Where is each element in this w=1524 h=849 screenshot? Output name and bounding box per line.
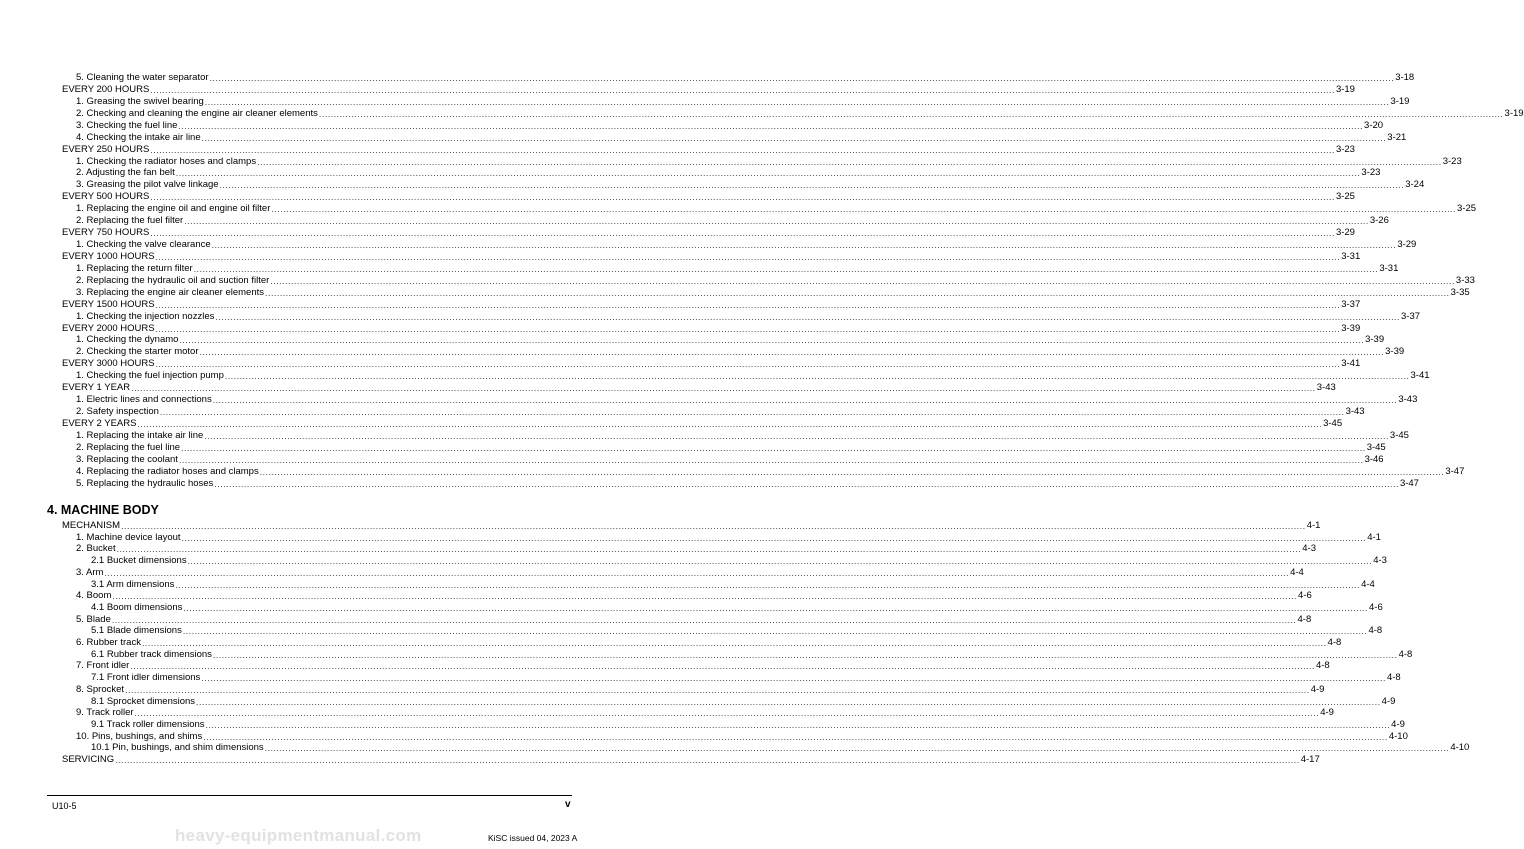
toc-entry[interactable] xyxy=(76,730,1408,743)
toc-entry[interactable] xyxy=(62,358,1361,370)
toc-entry-label: 1. Replacing the engine oil and engine oil filter xyxy=(76,203,271,215)
toc-entry[interactable] xyxy=(91,555,1387,567)
toc-entry[interactable] xyxy=(91,672,1401,684)
toc-entry-label: 4. Boom xyxy=(76,590,112,602)
toc-entry-label: EVERY 2 YEARS xyxy=(62,417,137,429)
toc-entry[interactable] xyxy=(76,334,1385,346)
toc-entry[interactable] xyxy=(76,131,1407,144)
toc-leader-dots: ................................................................................................................................................................................................................................................................................................................................................................................................................ xyxy=(199,347,1385,358)
toc-leader-dots: ................................................................................................................................................................................................................................................................................................................................................................................................................ xyxy=(204,430,1389,441)
toc-entry-page: 3-23 xyxy=(1442,155,1462,167)
toc-entry-page: 4-8 xyxy=(1315,660,1330,672)
toc-entry[interactable] xyxy=(76,566,1304,579)
toc-leader-dots: ................................................................................................................................................................................................................................................................................................................................................................................................................ xyxy=(179,335,1365,346)
toc-entry-label: 3. Replacing the engine air cleaner elements xyxy=(76,286,265,298)
toc-entry[interactable] xyxy=(91,648,1413,661)
toc-leader-dots: ................................................................................................................................................................................................................................................................................................................................................................................................................ xyxy=(131,383,1316,394)
toc-entry[interactable] xyxy=(76,155,1462,168)
toc-entry[interactable] xyxy=(76,346,1405,358)
toc-entry-page: 3-47 xyxy=(1445,465,1465,477)
toc-entry[interactable] xyxy=(62,191,1355,203)
toc-entry-label: 2. Replacing the fuel line xyxy=(76,441,181,453)
toc-entry-label: EVERY 1000 HOURS xyxy=(62,250,155,262)
toc-leader-dots: ................................................................................................................................................................................................................................................................................................................................................................................................................ xyxy=(155,323,1341,334)
toc-leader-dots: ................................................................................................................................................................................................................................................................................................................................................................................................................ xyxy=(257,156,1442,167)
toc-entry-label: MECHANISM xyxy=(62,520,121,531)
toc-entry-page: 3-47 xyxy=(1399,477,1419,489)
toc-entry-page: 4-9 xyxy=(1320,707,1334,719)
toc-leader-dots: ................................................................................................................................................................................................................................................................................................................................................................................................................ xyxy=(183,602,1368,613)
toc-entry-label: EVERY 3000 HOURS xyxy=(62,358,155,370)
toc-leader-dots: ................................................................................................................................................................................................................................................................................................................................................................................................................ xyxy=(224,371,1410,382)
toc-entry-label: 2. Safety inspection xyxy=(76,406,159,418)
toc-entry[interactable] xyxy=(62,298,1361,311)
toc-entry-label: EVERY 200 HOURS xyxy=(62,83,150,95)
toc-entry[interactable] xyxy=(91,742,1470,754)
toc-leader-dots: ................................................................................................................................................................................................................................................................................................................................................................................................................ xyxy=(181,532,1367,543)
toc-entry[interactable] xyxy=(62,322,1361,335)
toc-entry-label: 2.1 Bucket dimensions xyxy=(91,555,187,567)
toc-entry-label: 6.1 Rubber track dimensions xyxy=(91,648,212,660)
toc-leader-dots: ................................................................................................................................................................................................................................................................................................................................................................................................................ xyxy=(178,120,1364,131)
toc-entry-label: 2. Checking and cleaning the engine air cleaner elements xyxy=(76,107,318,119)
toc-entry-page: 3-25 xyxy=(1335,191,1355,203)
toc-entry[interactable] xyxy=(62,754,1320,766)
toc-leader-dots: ................................................................................................................................................................................................................................................................................................................................................................................................................ xyxy=(130,661,1315,672)
toc-entry[interactable] xyxy=(62,83,1355,96)
toc-entry[interactable] xyxy=(76,215,1389,227)
toc-entry-label: 1. Checking the injection nozzles xyxy=(76,310,215,322)
toc-entry[interactable] xyxy=(76,394,1418,406)
toc-entry-label: 2. Replacing the fuel filter xyxy=(76,215,184,227)
toc-entry-page: 4-9 xyxy=(1391,718,1405,730)
toc-entry-page: 4-3 xyxy=(1373,555,1387,567)
toc-leader-dots: ................................................................................................................................................................................................................................................................................................................................................................................................................ xyxy=(150,84,1335,95)
toc-entry[interactable] xyxy=(62,382,1336,394)
toc-entry-label: 3. Replacing the coolant xyxy=(76,453,178,465)
toc-leader-dots: ................................................................................................................................................................................................................................................................................................................................................................................................................ xyxy=(116,544,1302,555)
toc-entry-page: 3-45 xyxy=(1366,441,1386,453)
toc-leader-dots: ................................................................................................................................................................................................................................................................................................................................................................................................................ xyxy=(196,696,1381,707)
toc-entry[interactable] xyxy=(91,695,1396,708)
toc-entry[interactable] xyxy=(76,262,1399,275)
toc-entry-page: 3-37 xyxy=(1401,310,1421,322)
toc-leader-dots: ................................................................................................................................................................................................................................................................................................................................................................................................................ xyxy=(215,311,1400,322)
toc-entry-page: 3-43 xyxy=(1398,394,1418,406)
toc-entry-page: 4-9 xyxy=(1381,695,1396,707)
toc-entry[interactable] xyxy=(76,370,1430,382)
toc-entry-page: 3-19 xyxy=(1335,83,1355,95)
toc-entry[interactable] xyxy=(62,143,1355,156)
toc-entry[interactable] xyxy=(76,465,1465,478)
toc-entry-label: 2. Checking the starter motor xyxy=(76,346,199,358)
toc-leader-dots: ................................................................................................................................................................................................................................................................................................................................................................................................................ xyxy=(264,743,1450,754)
toc-leader-dots: ................................................................................................................................................................................................................................................................................................................................................................................................................ xyxy=(111,614,1297,625)
toc-entry-page: 3-45 xyxy=(1389,429,1409,441)
toc-leader-dots: ................................................................................................................................................................................................................................................................................................................................................................................................................ xyxy=(201,673,1386,684)
toc-entry[interactable] xyxy=(76,203,1477,215)
toc-entry-label: 1. Electric lines and connections xyxy=(76,394,212,406)
toc-entry-page: 3-21 xyxy=(1387,131,1407,143)
toc-entry-page: 4-1 xyxy=(1306,520,1321,531)
toc-entry[interactable] xyxy=(62,227,1355,239)
toc-entry-page: 3-24 xyxy=(1405,179,1425,191)
toc-leader-dots: ................................................................................................................................................................................................................................................................................................................................................................................................................ xyxy=(155,299,1341,310)
toc-entry[interactable] xyxy=(76,613,1312,626)
toc-entry-label: 1. Replacing the intake air line xyxy=(76,429,204,441)
toc-entry-label: 3. Checking the fuel line xyxy=(76,119,178,131)
toc-entry-label: 4. Replacing the radiator hoses and clamps xyxy=(76,465,259,477)
toc-entry-label: EVERY 500 HOURS xyxy=(62,191,150,203)
toc-entry-label: 9. Track roller xyxy=(76,707,134,719)
toc-leader-dots: ................................................................................................................................................................................................................................................................................................................................................................................................................ xyxy=(115,755,1300,765)
toc-leader-dots: ................................................................................................................................................................................................................................................................................................................................................................................................................ xyxy=(150,228,1335,239)
toc-entry-label: SERVICING xyxy=(62,754,115,765)
toc-leader-dots: ................................................................................................................................................................................................................................................................................................................................................................................................................ xyxy=(137,418,1323,429)
toc-entry-page: 4-8 xyxy=(1398,648,1413,660)
toc-leader-dots: ................................................................................................................................................................................................................................................................................................................................................................................................................ xyxy=(104,567,1290,578)
toc-entry-page: 4-8 xyxy=(1368,625,1383,637)
toc-entry-label: 3.1 Arm dimensions xyxy=(91,578,175,590)
toc-leader-dots: ................................................................................................................................................................................................................................................................................................................................................................................................................ xyxy=(121,521,1306,531)
toc-entry-page: 3-39 xyxy=(1365,334,1385,346)
toc-entry[interactable] xyxy=(76,274,1475,287)
toc-entry[interactable] xyxy=(76,590,1312,602)
toc-entry[interactable] xyxy=(76,72,1415,84)
toc-entry-label: 5.1 Blade dimensions xyxy=(91,625,182,637)
toc-entry-page: 3-23 xyxy=(1335,143,1355,155)
toc-leader-dots: ................................................................................................................................................................................................................................................................................................................................................................................................................ xyxy=(175,579,1361,590)
toc-entry-page: 4-8 xyxy=(1297,613,1312,625)
toc-entry-label: 1. Checking the fuel injection pump xyxy=(76,370,224,382)
toc-entry[interactable] xyxy=(76,95,1410,108)
toc-entry-page: 3-29 xyxy=(1397,239,1417,251)
toc-entry[interactable] xyxy=(76,543,1316,555)
toc-entry-page: 3-26 xyxy=(1369,215,1389,227)
toc-entry-label: 5. Replacing the hydraulic hoses xyxy=(76,477,214,489)
toc-entry[interactable] xyxy=(76,683,1325,696)
toc-entry-page: 4-10 xyxy=(1450,742,1470,754)
toc-entry[interactable] xyxy=(76,441,1386,454)
toc-entry-label: 1. Checking the radiator hoses and clamps xyxy=(76,155,257,167)
toc-entry-label: 4. Checking the intake air line xyxy=(76,131,201,143)
toc-entry-label: 1. Checking the dynamo xyxy=(76,334,179,346)
toc-leader-dots: ................................................................................................................................................................................................................................................................................................................................................................................................................ xyxy=(259,466,1445,477)
toc-leader-dots: ................................................................................................................................................................................................................................................................................................................................................................................................................ xyxy=(203,731,1388,742)
toc-leader-dots: ................................................................................................................................................................................................................................................................................................................................................................................................................ xyxy=(212,395,1398,406)
toc-entry-page: 3-46 xyxy=(1364,453,1384,465)
toc-entry-page: 4-9 xyxy=(1310,683,1325,695)
toc-leader-dots: ................................................................................................................................................................................................................................................................................................................................................................................................................ xyxy=(187,556,1373,567)
toc-entry-page: 3-25 xyxy=(1457,203,1477,215)
toc-entry-label: EVERY 2000 HOURS xyxy=(62,322,155,334)
toc-entry-label: 10.1 Pin, bushings, and shim dimensions xyxy=(91,742,264,754)
toc-entry-label: 3. Greasing the pilot valve linkage xyxy=(76,179,219,191)
toc-entry-page: 3-41 xyxy=(1410,370,1430,382)
toc-entry[interactable] xyxy=(76,310,1421,323)
toc-entry[interactable] xyxy=(76,637,1342,649)
toc-entry-label: 8.1 Sprocket dimensions xyxy=(91,695,196,707)
toc-entry[interactable] xyxy=(91,601,1383,614)
toc-leader-dots: ................................................................................................................................................................................................................................................................................................................................................................................................................ xyxy=(212,649,1398,660)
toc-entry-page: 3-43 xyxy=(1345,406,1365,418)
toc-leader-dots: ................................................................................................................................................................................................................................................................................................................................................................................................................ xyxy=(270,275,1455,286)
toc-leader-dots: ................................................................................................................................................................................................................................................................................................................................................................................................................ xyxy=(193,263,1379,274)
toc-entry-label: 4.1 Boom dimensions xyxy=(91,601,183,613)
toc-entry[interactable] xyxy=(76,167,1381,179)
toc-entry-page: 3-18 xyxy=(1395,72,1415,83)
toc-leader-dots: ................................................................................................................................................................................................................................................................................................................................................................................................................ xyxy=(125,684,1310,695)
toc-entry-page: 4-4 xyxy=(1361,578,1375,590)
model-code: U10-5 xyxy=(52,801,77,811)
toc-entry[interactable] xyxy=(76,119,1384,132)
toc-entry-page: 4-6 xyxy=(1369,601,1383,613)
toc-leader-dots: ................................................................................................................................................................................................................................................................................................................................................................................................................ xyxy=(184,216,1369,227)
toc-leader-dots: ................................................................................................................................................................................................................................................................................................................................................................................................................ xyxy=(181,442,1366,453)
toc-leader-dots: ................................................................................................................................................................................................................................................................................................................................................................................................................ xyxy=(175,168,1361,179)
toc-leader-dots: ................................................................................................................................................................................................................................................................................................................................................................................................................ xyxy=(141,638,1327,648)
toc-entry-label: 3. Arm xyxy=(76,566,104,578)
toc-entry[interactable] xyxy=(76,286,1470,299)
toc-entry-page: 3-43 xyxy=(1316,382,1336,394)
toc-entry-label: 5. Cleaning the water separator xyxy=(76,72,209,83)
toc-entry-label: 8. Sprocket xyxy=(76,683,125,695)
toc-entry[interactable] xyxy=(76,477,1419,490)
toc-leader-dots: ................................................................................................................................................................................................................................................................................................................................................................................................................ xyxy=(211,240,1397,251)
toc-leader-dots: ................................................................................................................................................................................................................................................................................................................................................................................................................ xyxy=(318,108,1504,119)
page-number: v xyxy=(565,799,571,810)
toc-entry[interactable] xyxy=(76,406,1365,418)
toc-entry-label: 6. Rubber track xyxy=(76,637,141,648)
toc-entry-page: 3-41 xyxy=(1341,358,1361,370)
toc-entry[interactable] xyxy=(76,707,1334,719)
toc-leader-dots: ................................................................................................................................................................................................................................................................................................................................................................................................................ xyxy=(112,591,1298,602)
toc-entry-label: EVERY 1 YEAR xyxy=(62,382,131,394)
toc-entry-label: 2. Replacing the hydraulic oil and suction filter xyxy=(76,274,270,286)
toc-entry-label: EVERY 750 HOURS xyxy=(62,227,150,239)
toc-entry-label: 1. Greasing the swivel bearing xyxy=(76,95,204,107)
toc-entry-page: 4-1 xyxy=(1367,531,1381,543)
toc-entry-page: 3-19 xyxy=(1504,107,1524,119)
toc-leader-dots: ................................................................................................................................................................................................................................................................................................................................................................................................................ xyxy=(204,96,1390,107)
toc-entry-label: EVERY 1500 HOURS xyxy=(62,298,155,310)
toc-entry-page: 3-31 xyxy=(1341,250,1361,262)
toc-entry-page: 4-8 xyxy=(1327,637,1342,648)
toc-entry-page: 3-19 xyxy=(1390,95,1410,107)
toc-entry[interactable] xyxy=(62,520,1321,532)
toc-leader-dots: ................................................................................................................................................................................................................................................................................................................................................................................................................ xyxy=(201,132,1387,143)
toc-entry-page: 3-37 xyxy=(1341,298,1361,310)
toc-entry-label: 7.1 Front idler dimensions xyxy=(91,672,201,684)
toc-leader-dots: ................................................................................................................................................................................................................................................................................................................................................................................................................ xyxy=(150,192,1335,203)
toc-leader-dots: ................................................................................................................................................................................................................................................................................................................................................................................................................ xyxy=(159,407,1345,418)
toc-entry-label: 10. Pins, bushings, and shims xyxy=(76,730,203,742)
toc-entry-page: 3-39 xyxy=(1385,346,1405,358)
toc-entry-page: 4-10 xyxy=(1388,730,1408,742)
toc-leader-dots: ................................................................................................................................................................................................................................................................................................................................................................................................................ xyxy=(155,251,1341,262)
footer-rule xyxy=(47,795,572,796)
toc-entry[interactable] xyxy=(91,578,1375,591)
toc-entry-label: EVERY 250 HOURS xyxy=(62,143,150,155)
section-title: 4. MACHINE BODY xyxy=(47,503,159,517)
toc-leader-dots: ................................................................................................................................................................................................................................................................................................................................................................................................................ xyxy=(150,144,1335,155)
toc-entry[interactable] xyxy=(76,107,1524,120)
toc-entry-page: 3-23 xyxy=(1361,167,1381,179)
toc-entry-page: 3-45 xyxy=(1323,417,1343,429)
toc-entry[interactable] xyxy=(76,179,1425,191)
toc-entry-label: 1. Checking the valve clearance xyxy=(76,239,211,251)
toc-entry[interactable] xyxy=(76,531,1381,544)
toc-entry[interactable] xyxy=(91,625,1383,637)
toc-entry-page: 3-20 xyxy=(1364,119,1384,131)
toc-entry[interactable] xyxy=(62,417,1343,430)
toc-entry[interactable] xyxy=(76,660,1330,672)
toc-entry[interactable] xyxy=(76,453,1384,466)
toc-entry[interactable] xyxy=(91,718,1405,731)
toc-entry-label: 9.1 Track roller dimensions xyxy=(91,718,205,730)
toc-entry-page: 3-33 xyxy=(1455,274,1475,286)
toc-entry-page: 3-31 xyxy=(1379,262,1399,274)
toc-entry[interactable] xyxy=(62,250,1361,263)
toc-entry-label: 2. Adjusting the fan belt xyxy=(76,167,175,179)
toc-leader-dots: ................................................................................................................................................................................................................................................................................................................................................................................................................ xyxy=(214,478,1399,489)
toc-leader-dots: ................................................................................................................................................................................................................................................................................................................................................................................................................ xyxy=(265,287,1450,298)
toc-entry-label: 1. Replacing the return filter xyxy=(76,262,193,274)
toc-entry-page: 4-8 xyxy=(1386,672,1401,684)
toc-leader-dots: ................................................................................................................................................................................................................................................................................................................................................................................................................ xyxy=(205,719,1391,730)
toc-entry-label: 5. Blade xyxy=(76,613,111,625)
toc-leader-dots: ................................................................................................................................................................................................................................................................................................................................................................................................................ xyxy=(134,708,1320,719)
toc-leader-dots: ................................................................................................................................................................................................................................................................................................................................................................................................................ xyxy=(182,626,1368,637)
toc-entry-label: 1. Machine device layout xyxy=(76,531,181,543)
watermark: heavy-equipmentmanual.com xyxy=(175,826,422,845)
toc-entry-page: 3-29 xyxy=(1335,227,1355,239)
toc-entry-page: 4-6 xyxy=(1298,590,1312,602)
toc-entry-label: 7. Front idler xyxy=(76,660,130,672)
toc-entry-page: 4-3 xyxy=(1302,543,1316,555)
toc-entry-page: 4-17 xyxy=(1300,754,1320,765)
toc-leader-dots: ................................................................................................................................................................................................................................................................................................................................................................................................................ xyxy=(155,359,1341,370)
toc-leader-dots: ................................................................................................................................................................................................................................................................................................................................................................................................................ xyxy=(271,204,1456,215)
toc-entry-page: 3-39 xyxy=(1341,322,1361,334)
toc-entry-page: 4-4 xyxy=(1290,566,1304,578)
toc-leader-dots: ................................................................................................................................................................................................................................................................................................................................................................................................................ xyxy=(178,454,1364,465)
toc-entry[interactable] xyxy=(76,429,1409,442)
toc-entry-label: 2. Bucket xyxy=(76,543,116,555)
toc-leader-dots: ................................................................................................................................................................................................................................................................................................................................................................................................................ xyxy=(219,180,1405,191)
toc-entry-page: 3-35 xyxy=(1450,286,1470,298)
issued-note: KiSC issued 04, 2023 A xyxy=(488,833,578,843)
toc-entry[interactable] xyxy=(76,239,1417,251)
toc-leader-dots: ................................................................................................................................................................................................................................................................................................................................................................................................................ xyxy=(209,73,1395,83)
